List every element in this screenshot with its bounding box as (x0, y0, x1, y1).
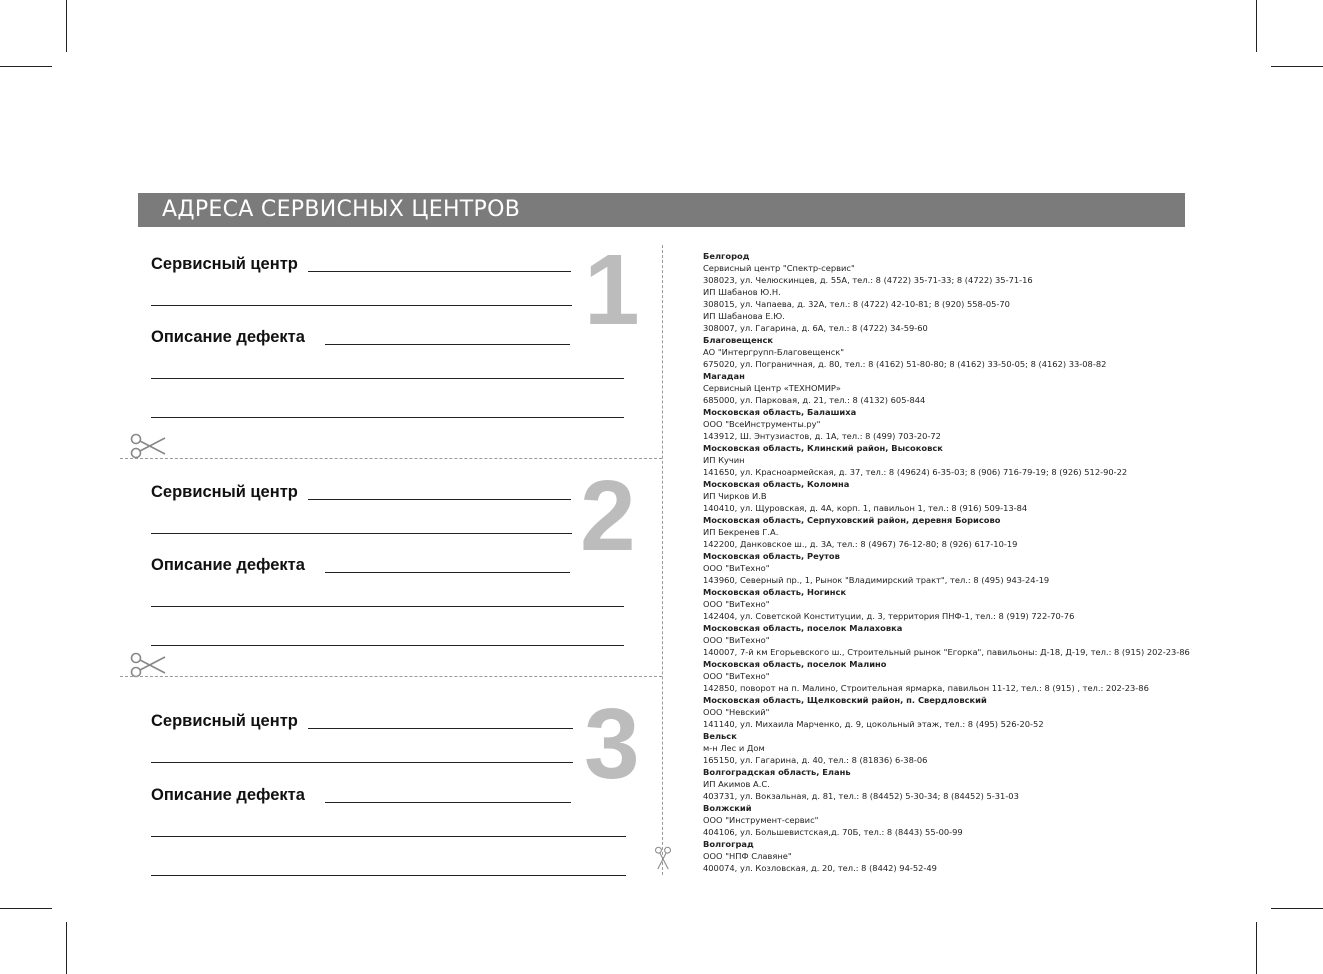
center-city: Московская область, поселок Малаховка (703, 623, 903, 633)
crop-mark (1271, 908, 1323, 909)
center-city: Волгоградская область, Елань (703, 767, 851, 777)
center-detail: 142404, ул. Советской Конституции, д. 3, территория ПНФ-1, тел.: 8 (919) 722-70-76 (703, 611, 1075, 621)
form-number: 3 (584, 688, 640, 800)
center-detail: м-н Лес и Дом (703, 743, 765, 753)
center-detail: 141140, ул. Михаила Марченко, д. 9, цокольный этаж, тел.: 8 (495) 526-20-52 (703, 719, 1044, 729)
defect-description-label: Описание дефекта (151, 328, 305, 346)
defect-line-2[interactable] (151, 378, 624, 379)
crop-mark (1256, 922, 1257, 974)
defect-line-2[interactable] (151, 836, 626, 837)
center-entry (703, 730, 1263, 766)
center-detail: Сервисный центр "Спектр-сервис" (703, 263, 855, 273)
center-detail: ООО "ВиТехно" (703, 563, 770, 573)
center-city: Белгород (703, 251, 750, 261)
center-entry (703, 694, 1263, 730)
defect-line-3[interactable] (151, 875, 626, 876)
center-detail: ООО "ВсеИнструменты.ру" (703, 419, 821, 429)
center-entry (703, 622, 1263, 658)
center-detail: 308015, ул. Чапаева, д. 32А, тел.: 8 (4722) 42-10-81; 8 (920) 558-05-70 (703, 299, 1010, 309)
center-detail: ИП Акимов А.С. (703, 779, 770, 789)
center-detail: 143960, Северный пр., 1, Рынок "Владимирский тракт", тел.: 8 (495) 943-24-19 (703, 575, 1050, 585)
crop-mark (1271, 66, 1323, 67)
form-number: 2 (580, 460, 636, 572)
center-city: Московская область, Клинский район, Высоковск (703, 443, 943, 453)
defect-description-label: Описание дефекта (151, 786, 305, 804)
center-city: Волжский (703, 803, 752, 813)
center-detail: ИП Шабанов Ю.Н. (703, 287, 781, 297)
center-detail: 685000, ул. Парковая, д. 21, тел.: 8 (4132) 605-844 (703, 395, 926, 405)
center-city: Московская область, Ногинск (703, 587, 847, 597)
center-city: Благовещенск (703, 335, 773, 345)
center-detail: 140410, ул. Щуровская, д. 4А, корп. 1, павильон 1, тел.: 8 (916) 509-13-84 (703, 503, 1028, 513)
center-detail: ООО "ВиТехно" (703, 671, 770, 681)
center-city: Вельск (703, 731, 737, 741)
center-detail: ИП Шабанова Е.Ю. (703, 311, 785, 321)
center-detail: ООО "Невский" (703, 707, 770, 717)
center-city: Московская область, Серпуховский район, деревня Борисово (703, 515, 1001, 525)
center-entry (703, 334, 1263, 370)
center-city: Московская область, поселок Малино (703, 659, 887, 669)
service-center-line[interactable] (308, 728, 573, 729)
section-banner (138, 193, 1185, 227)
center-detail: Сервисный Центр «ТЕХНОМИР» (703, 383, 842, 393)
center-entry (703, 370, 1263, 406)
service-center-line-2[interactable] (151, 762, 573, 763)
center-detail: АО "Интергрупп-Благовещенск" (703, 347, 845, 357)
center-city: Волгоград (703, 839, 754, 849)
center-entry (703, 442, 1263, 478)
center-entry (703, 250, 1263, 334)
defect-line-2[interactable] (151, 606, 624, 607)
center-entry (703, 658, 1263, 694)
crop-mark (0, 66, 52, 67)
service-center-line-2[interactable] (151, 533, 572, 534)
service-center-label: Сервисный центр (151, 255, 298, 273)
scissors-icon (128, 432, 168, 460)
center-entry (703, 802, 1263, 838)
center-detail: ООО "НПФ Славяне" (703, 851, 792, 861)
center-detail: 165150, ул. Гагарина, д. 40, тел.: 8 (81836) 6-38-06 (703, 755, 928, 765)
center-detail: 140007, 7-й км Егорьевского ш., Строительный рынок "Егорка", павильоны: Д-18, Д-19, тел.: 8 (915) 202-23-86 (703, 647, 1190, 657)
center-detail: 400074, ул. Козловская, д. 20, тел.: 8 (8442) 94-52-49 (703, 863, 937, 873)
cut-line (120, 676, 662, 677)
center-detail: 143912, Ш. Энтузиастов, д. 1А, тел.: 8 (499) 703-20-72 (703, 431, 941, 441)
cut-line (120, 458, 662, 459)
center-detail: 141650, ул. Красноармейская, д. 37, тел.: 8 (49624) 6-35-03; 8 (906) 716-79-19; 8 (926) 512-90-22 (703, 467, 1128, 477)
defect-line-1[interactable] (325, 344, 570, 345)
center-detail: 142200, Данковское ш., д. 3А, тел.: 8 (4967) 76-12-80; 8 (926) 617-10-19 (703, 539, 1018, 549)
center-detail: ООО "Инструмент-сервис" (703, 815, 819, 825)
center-detail: ИП Кучин (703, 455, 745, 465)
defect-line-1[interactable] (325, 802, 571, 803)
center-entry (703, 406, 1263, 442)
service-centers-list (703, 250, 1263, 874)
center-detail: 142850, поворот на п. Малино, Строительная ярмарка, павильон 11-12, тел.: 8 (915) , тел.: 202-23-86 (703, 683, 1149, 693)
crop-mark (1256, 0, 1257, 52)
crop-mark (0, 908, 52, 909)
scissors-icon (645, 845, 681, 871)
center-city: Московская область, Коломна (703, 479, 850, 489)
center-city: Московская область, Щелковский район, п. Свердловский (703, 695, 987, 705)
center-detail: 308007, ул. Гагарина, д. 6А, тел.: 8 (4722) 34-59-60 (703, 323, 928, 333)
defect-line-3[interactable] (151, 417, 624, 418)
center-detail: 404106, ул. Большевистская,д. 70Б, тел.: 8 (8443) 55-00-99 (703, 827, 963, 837)
service-center-line[interactable] (308, 271, 571, 272)
service-center-line[interactable] (308, 499, 571, 500)
defect-line-1[interactable] (325, 572, 570, 573)
center-entry (703, 586, 1263, 622)
center-entry (703, 478, 1263, 514)
center-detail: ООО "ВиТехно" (703, 635, 770, 645)
service-center-label: Сервисный центр (151, 483, 298, 501)
vertical-cut-line (662, 245, 663, 875)
center-detail: 675020, ул. Пограничная, д. 80, тел.: 8 (4162) 51-80-80; 8 (4162) 33-50-05; 8 (4162) 33-08-82 (703, 359, 1107, 369)
scissors-icon (128, 651, 168, 679)
center-entry (703, 838, 1263, 874)
center-detail: 308023, ул. Челюскинцев, д. 55А, тел.: 8 (4722) 35-71-33; 8 (4722) 35-71-16 (703, 275, 1033, 285)
form-number: 1 (584, 234, 640, 346)
service-center-line-2[interactable] (151, 305, 572, 306)
center-detail: ИП Бекренев Г.А. (703, 527, 779, 537)
center-entry (703, 550, 1263, 586)
center-entry (703, 766, 1263, 802)
service-center-label: Сервисный центр (151, 712, 298, 730)
defect-line-3[interactable] (151, 645, 624, 646)
crop-mark (66, 0, 67, 52)
center-city: Московская область, Балашиха (703, 407, 857, 417)
center-detail: ООО "ВиТехно" (703, 599, 770, 609)
defect-description-label: Описание дефекта (151, 556, 305, 574)
crop-mark (66, 922, 67, 974)
center-city: Московская область, Реутов (703, 551, 840, 561)
center-detail: 403731, ул. Вокзальная, д. 81, тел.: 8 (84452) 5-30-34; 8 (84452) 5-31-03 (703, 791, 1019, 801)
page-title: АДРЕСА СЕРВИСНЫХ ЦЕНТРОВ (162, 197, 521, 222)
center-city: Магадан (703, 371, 745, 381)
center-detail: ИП Чирков И.В (703, 491, 767, 501)
center-entry (703, 514, 1263, 550)
